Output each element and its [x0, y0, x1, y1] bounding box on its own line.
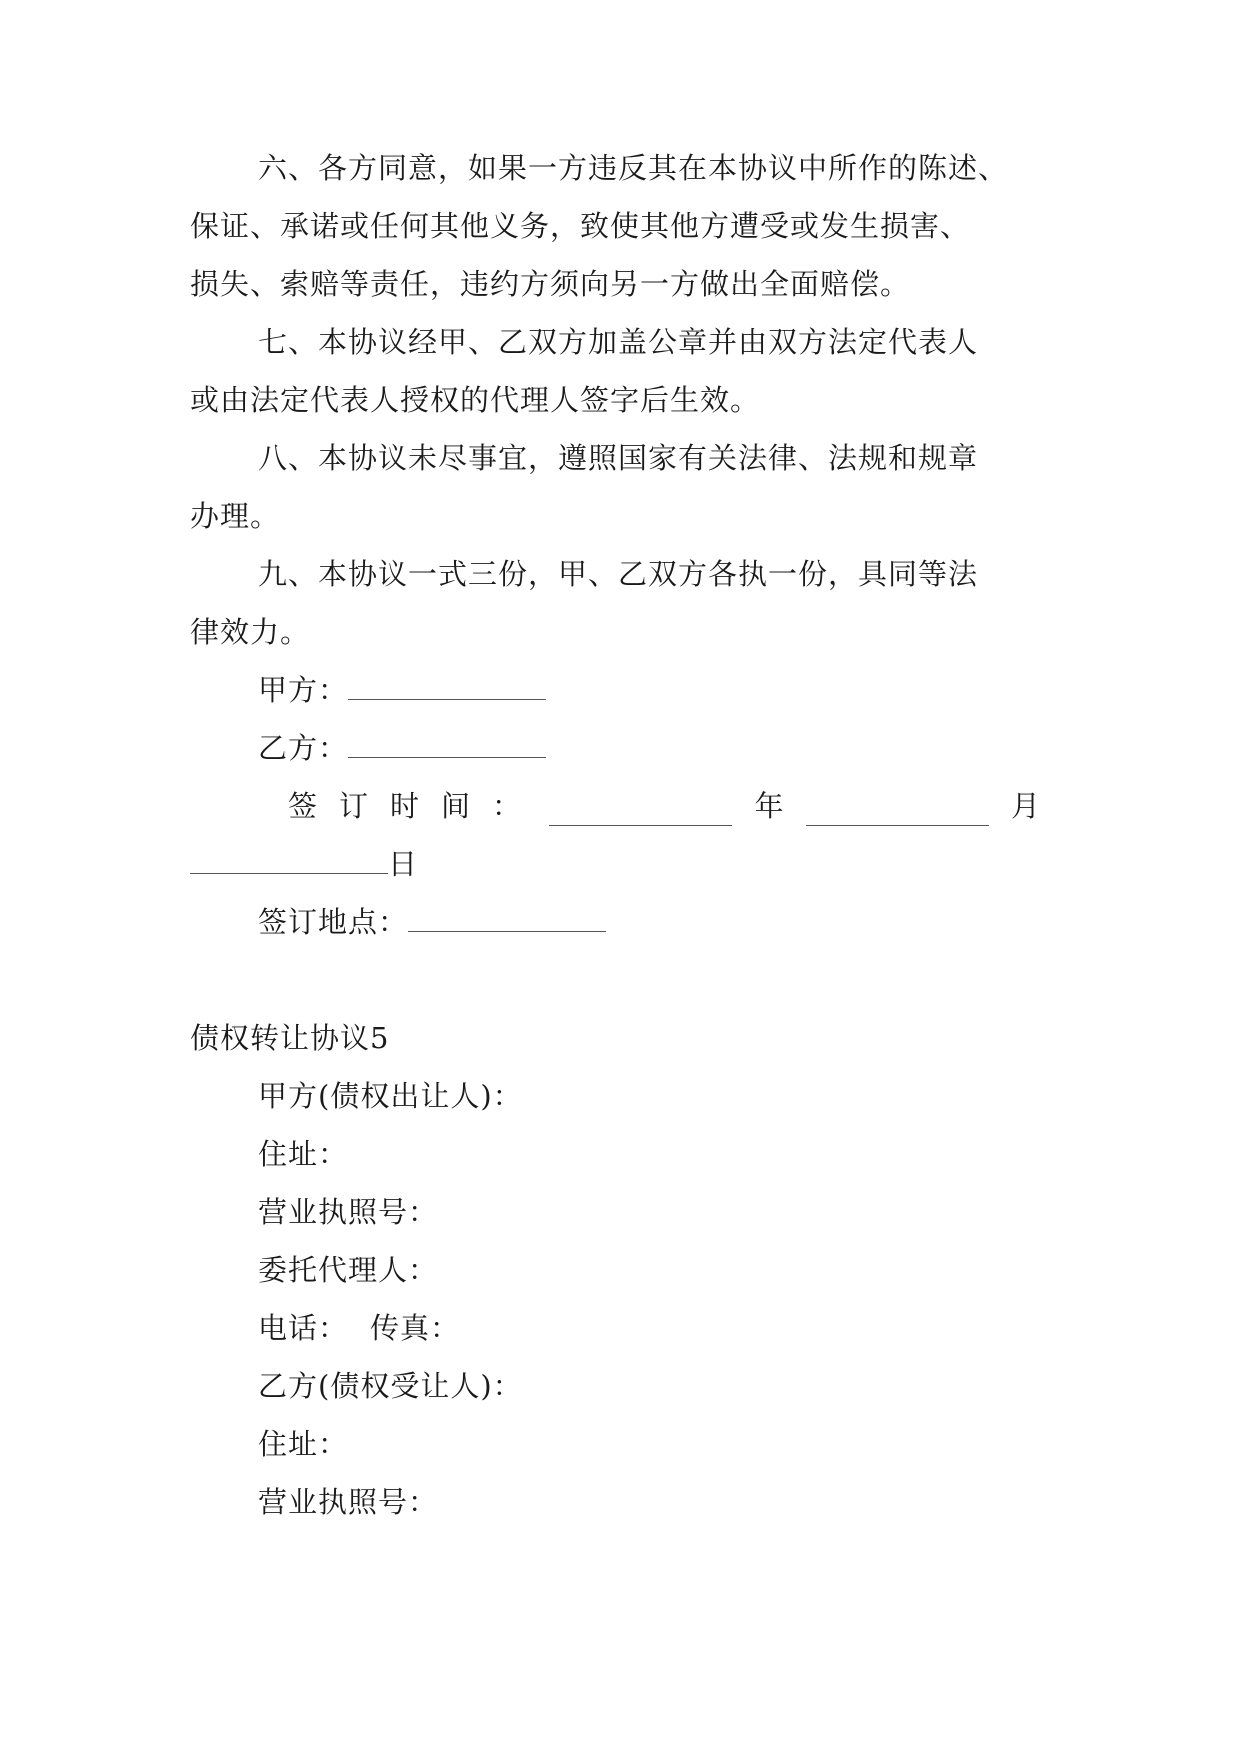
next-party-a-fax: 传真： [370, 1311, 461, 1345]
next-party-b-heading: 乙方(债权受让人)： [258, 1369, 523, 1403]
party-a-signature-line [258, 670, 546, 710]
month-blank[interactable] [806, 797, 989, 826]
party-b-blank[interactable] [348, 729, 546, 758]
year-label: 年 [754, 789, 784, 823]
clause-nine-line-2: 律效力。 [190, 615, 311, 649]
month-label: 月 [1010, 789, 1040, 823]
sign-place-blank[interactable] [408, 903, 606, 932]
day-blank[interactable] [190, 845, 388, 874]
clause-six-line-3: 损失、索赔等责任，违约方须向另一方做出全面赔偿。 [190, 267, 911, 301]
next-party-a-agent: 委托代理人： [258, 1253, 439, 1287]
party-a-label: 甲方： [258, 673, 349, 707]
sign-time-label: 签订时间： [288, 789, 544, 823]
clause-seven-line-2: 或由法定代表人授权的代理人签字后生效。 [190, 383, 761, 417]
next-party-a-contact [258, 1308, 460, 1348]
sign-place-line [258, 902, 606, 942]
next-party-b-license: 营业执照号： [258, 1485, 439, 1519]
clause-six-line-2: 保证、承诺或任何其他义务，致使其他方遭受或发生损害、 [190, 209, 971, 243]
party-a-blank[interactable] [348, 671, 546, 700]
next-party-a-license: 营业执照号： [258, 1195, 439, 1229]
year-blank[interactable] [549, 797, 732, 826]
clause-eight-line-1: 八、本协议未尽事宜，遵照国家有关法律、法规和规章 [258, 441, 979, 475]
sign-time-row [258, 786, 1040, 826]
clause-nine-line-1: 九、本协议一式三份，甲、乙双方各执一份，具同等法 [258, 557, 979, 591]
clause-six-line-1: 六、各方同意，如果一方违反其在本协议中所作的陈述、 [258, 151, 1009, 185]
sign-place-label: 签订地点： [258, 905, 409, 939]
next-party-b-address: 住址： [258, 1427, 349, 1461]
next-party-a-phone: 电话： [258, 1311, 349, 1345]
clause-eight-line-2: 办理。 [190, 499, 281, 533]
clause-seven-line-1: 七、本协议经甲、乙双方加盖公章并由双方法定代表人 [258, 325, 979, 359]
sign-day-line [190, 844, 418, 884]
next-party-a-heading: 甲方(债权出让人)： [258, 1079, 523, 1113]
day-label: 日 [388, 847, 419, 881]
next-party-a-address: 住址： [258, 1137, 349, 1171]
party-b-signature-line [258, 728, 546, 768]
next-agreement-title: 债权转让协议5 [190, 1021, 390, 1055]
party-b-label: 乙方： [258, 731, 349, 765]
